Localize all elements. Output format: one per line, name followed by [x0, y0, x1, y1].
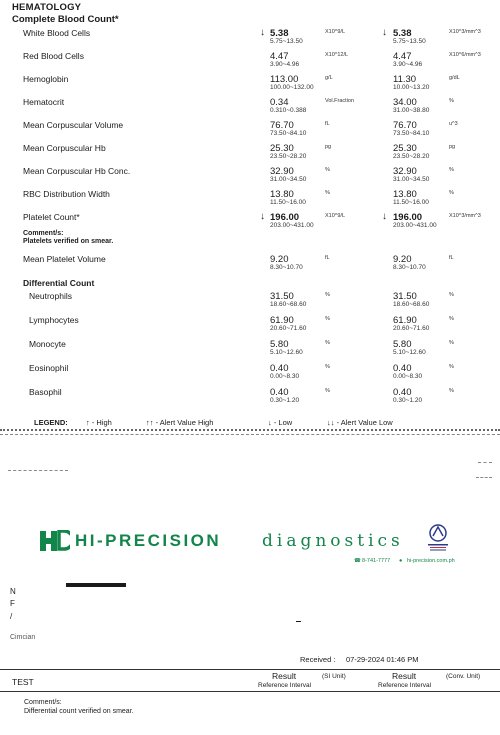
platelet-comment-label: Comment/s:: [23, 230, 64, 237]
conv-unit: %: [449, 364, 454, 370]
conv-value: 196.00: [393, 212, 423, 223]
si-unit: pg: [325, 144, 332, 150]
table-row: [0, 339, 500, 361]
si-unit: X10^9/L: [325, 29, 346, 35]
si-value: 0.40: [270, 363, 289, 374]
si-unit: X10^12/L: [325, 52, 349, 58]
legend-low: ↓ - Low: [268, 418, 293, 427]
table-row: [0, 387, 500, 409]
received-label: Received :: [300, 655, 336, 664]
section-subtitle: Complete Blood Count*: [12, 14, 119, 25]
si-ref: 3.90~4.96: [270, 61, 300, 68]
si-ref: 11.50~16.00: [270, 199, 306, 206]
brand-phone: 8-741-7777: [362, 558, 391, 564]
legend-alert-high: ↑↑ - Alert Value High: [146, 418, 214, 427]
brand-logo-icon: [40, 530, 70, 552]
test-name: Hemoglobin: [23, 74, 69, 84]
si-value: 61.90: [270, 315, 294, 326]
si-unit: fL: [325, 255, 330, 261]
conv-unit: %: [449, 167, 454, 173]
conv-ref: 0.30~1.20: [393, 397, 423, 404]
brand-tagline: diagnostics: [262, 531, 404, 551]
si-value: 0.34: [270, 97, 289, 108]
conv-ref: 18.60~68.60: [393, 301, 430, 308]
low-flag-icon: ↓: [382, 27, 387, 38]
table-row: [0, 363, 500, 385]
si-value: 113.00: [270, 74, 299, 85]
si-unit: Vol.Fraction: [325, 98, 355, 104]
conv-unit: u^3: [449, 121, 458, 127]
conv-unit: %: [449, 340, 454, 346]
conv-value: 61.90: [393, 315, 417, 326]
differential-title: Differential Count: [23, 278, 95, 288]
legend-high: ↑ - High: [86, 418, 112, 427]
si-value: 4.47: [270, 51, 289, 62]
si-ref-header: Reference Interval: [258, 682, 312, 689]
divider: [478, 462, 492, 463]
conv-value: 0.40: [393, 363, 412, 374]
conv-unit: %: [449, 190, 454, 196]
table-row: [0, 189, 500, 211]
web-icon: ●: [399, 558, 403, 564]
conv-ref: 0.00~8.30: [393, 373, 423, 380]
conv-value: 32.90: [393, 166, 417, 177]
test-column-header: TEST: [12, 677, 34, 687]
conv-unit-header: (Conv. Unit): [446, 673, 481, 680]
divider: [8, 470, 68, 471]
si-value: 31.50: [270, 291, 294, 302]
conv-unit: %: [449, 388, 454, 394]
si-value: 5.38: [270, 28, 289, 39]
si-ref: 23.50~28.20: [270, 153, 307, 160]
test-name: Neutrophils: [29, 291, 72, 301]
divider: [0, 434, 500, 435]
conv-value: 5.80: [393, 339, 412, 350]
si-ref: 31.00~34.50: [270, 176, 307, 183]
si-ref: 18.60~68.60: [270, 301, 307, 308]
conv-ref: 11.50~16.00: [393, 199, 429, 206]
divider: [0, 691, 500, 692]
si-unit: %: [325, 316, 330, 322]
si-value: 0.40: [270, 387, 289, 398]
conv-value: 9.20: [393, 254, 412, 265]
divider: [0, 669, 500, 670]
conv-unit: fL: [449, 255, 454, 261]
si-value: 5.80: [270, 339, 289, 350]
brand-name: HI-PRECISION: [75, 531, 222, 550]
low-flag-icon: ↓: [382, 211, 387, 222]
si-ref: 73.50~84.10: [270, 130, 307, 137]
test-name: RBC Distribution Width: [23, 189, 110, 199]
conv-unit: %: [449, 292, 454, 298]
si-unit: X10^9/L: [325, 213, 346, 219]
si-ref: 5.75~13.50: [270, 38, 303, 45]
table-row: [0, 291, 500, 313]
conv-unit: pg: [449, 144, 456, 150]
si-unit: %: [325, 364, 330, 370]
redacted-block: [66, 583, 126, 587]
conv-ref: 73.50~84.10: [393, 130, 430, 137]
test-name: Mean Corpuscular Hb Conc.: [23, 166, 131, 176]
legend-alert-low: ↓↓ - Alert Value Low: [327, 418, 393, 427]
si-value: 9.20: [270, 254, 289, 265]
table-row: [0, 51, 500, 73]
si-value: 13.80: [270, 189, 294, 200]
si-ref: 5.10~12.60: [270, 349, 303, 356]
si-unit: g/L: [325, 75, 333, 81]
conv-value: 4.47: [393, 51, 412, 62]
si-ref: 0.30~1.20: [270, 397, 300, 404]
si-ref: 20.60~71.60: [270, 325, 307, 332]
conv-ref: 5.75~13.50: [393, 38, 426, 45]
si-unit: %: [325, 190, 330, 196]
conv-ref: 5.10~12.60: [393, 349, 426, 356]
test-name: Hematocrit: [23, 97, 65, 107]
table-row: [0, 120, 500, 142]
table-row: [0, 315, 500, 337]
test-name: Mean Corpuscular Hb: [23, 143, 106, 153]
conv-value: 13.80: [393, 189, 417, 200]
si-ref: 0.00~8.30: [270, 373, 300, 380]
received-value: 07-29-2024 01:46 PM: [346, 655, 419, 664]
test-name: Red Blood Cells: [23, 51, 84, 61]
si-value: 25.30: [270, 143, 294, 154]
conv-value: 5.38: [393, 28, 412, 39]
table-row: [0, 166, 500, 188]
conv-ref: 23.50~28.20: [393, 153, 430, 160]
conv-ref-header: Reference Interval: [378, 682, 432, 689]
test-name: White Blood Cells: [23, 28, 91, 38]
phone-icon: ☎: [354, 558, 361, 564]
section-title: HEMATOLOGY: [12, 2, 82, 13]
conv-unit: X10^3/mm^3: [449, 29, 481, 35]
test-name: Basophil: [29, 387, 62, 397]
accreditation-seal-icon: [424, 523, 452, 553]
test-name: Monocyte: [29, 339, 66, 349]
si-ref: 100.00~132.00: [270, 84, 314, 91]
conv-value: 0.40: [393, 387, 412, 398]
test-name: Platelet Count*: [23, 212, 80, 222]
redacted-block: [296, 621, 301, 622]
si-unit: %: [325, 292, 330, 298]
divider: [0, 429, 500, 431]
conv-value: 31.50: [393, 291, 417, 302]
table-row: [0, 212, 500, 234]
si-ref: 0.310~0.388: [270, 107, 307, 114]
conv-value: 34.00: [393, 97, 417, 108]
table-row: [0, 28, 500, 50]
conv-ref: 3.90~4.96: [393, 61, 423, 68]
si-result-header: Result: [272, 671, 297, 681]
bottom-comment-text: Differential count verified on smear.: [24, 708, 134, 715]
test-name: Mean Platelet Volume: [23, 254, 106, 264]
si-ref: 8.30~10.70: [270, 264, 303, 271]
si-unit: %: [325, 340, 330, 346]
conv-ref: 31.00~38.80: [393, 107, 430, 114]
conv-unit: X10^3/mm^3: [449, 213, 481, 219]
conv-unit: g/dL: [449, 75, 460, 81]
conv-result-header: Result: [392, 671, 417, 681]
conv-unit: %: [449, 98, 454, 104]
conv-ref: 8.30~10.70: [393, 264, 426, 271]
conv-value: 76.70: [393, 120, 417, 131]
bottom-comment-label: Comment/s:: [24, 699, 62, 706]
divider: [476, 477, 492, 478]
low-flag-icon: ↓: [260, 27, 265, 38]
table-row: [0, 97, 500, 119]
conv-value: 25.30: [393, 143, 417, 154]
si-unit: %: [325, 167, 330, 173]
test-name: Lymphocytes: [29, 315, 79, 325]
low-flag-icon: ↓: [260, 211, 265, 222]
conv-unit: X10^6/mm^3: [449, 52, 481, 58]
table-row-mpv: [0, 254, 500, 276]
si-value: 32.90: [270, 166, 294, 177]
conv-ref: 20.60~71.60: [393, 325, 430, 332]
si-value: 196.00: [270, 212, 300, 223]
conv-ref: 10.00~13.20: [393, 84, 430, 91]
si-unit: fL: [325, 121, 330, 127]
si-ref: 203.00~431.00: [270, 222, 314, 229]
test-name: Mean Corpuscular Volume: [23, 120, 124, 130]
si-unit: %: [325, 388, 330, 394]
si-unit-header: (SI Unit): [322, 673, 346, 680]
legend-label: LEGEND:: [34, 418, 68, 427]
conv-unit: %: [449, 316, 454, 322]
conv-ref: 31.00~34.50: [393, 176, 430, 183]
table-row: [0, 74, 500, 96]
table-row: [0, 143, 500, 165]
brand-website: hi-precision.com.ph: [407, 558, 455, 564]
test-name: Eosinophil: [29, 363, 69, 373]
platelet-comment-text: Platelets verified on smear.: [23, 238, 114, 245]
si-value: 76.70: [270, 120, 294, 131]
conv-value: 11.30: [393, 74, 417, 85]
conv-ref: 203.00~431.00: [393, 222, 437, 229]
